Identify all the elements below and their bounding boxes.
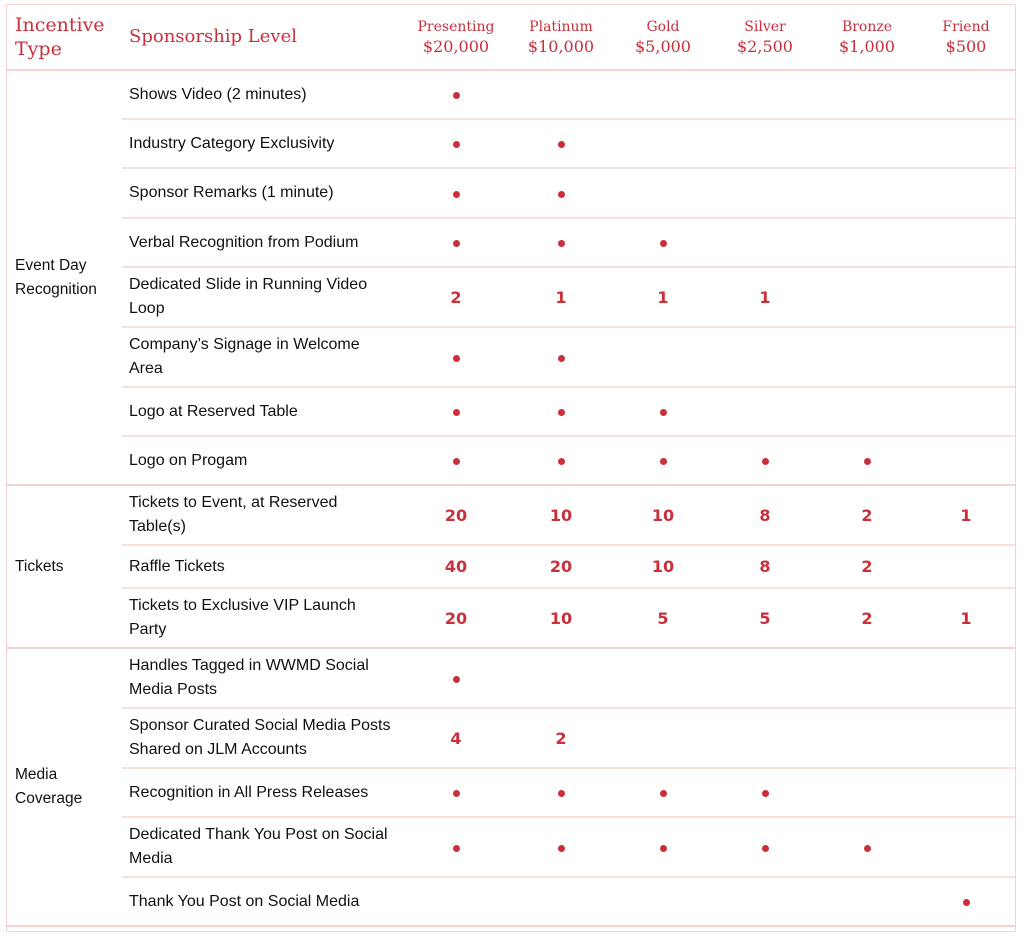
tier-price: $5,000 — [635, 36, 691, 56]
tier-name: Gold — [646, 18, 680, 35]
tier-price: $2,500 — [737, 36, 793, 56]
tier-name: Bronze — [841, 18, 893, 35]
quantity-cell: 1 — [916, 588, 1016, 648]
incentive-label: Tickets to Event, at Reserved Table(s) — [122, 485, 404, 545]
tier-name: Presenting — [417, 18, 495, 35]
incentive-label: Tickets to Exclusive VIP Launch Party — [122, 588, 404, 648]
incentive-category-label: Event Day Recognition — [15, 256, 97, 298]
tier-price: $10,000 — [527, 36, 595, 56]
quantity-cell: 8 — [712, 545, 818, 588]
tier-price: $500 — [945, 36, 987, 56]
quantity-cell: 20 — [404, 485, 508, 545]
incentive-label: Sponsor Curated Social Media Posts Shared on JLM Accounts — [122, 708, 404, 768]
quantity-cell: 1 — [712, 267, 818, 327]
quantity-cell: 2 — [404, 267, 508, 327]
quantity-cell: 2 — [818, 545, 916, 588]
quantity-cell: 4 — [404, 708, 508, 768]
tier-name: Silver — [744, 18, 786, 35]
quantity-cell: 2 — [508, 708, 614, 768]
quantity-cell: 1 — [916, 485, 1016, 545]
quantity-cell: 2 — [818, 485, 916, 545]
quantity-cell: 10 — [614, 485, 712, 545]
quantity-cell: 10 — [508, 485, 614, 545]
incentive-label: Dedicated Slide in Running Video Loop — [122, 267, 404, 327]
incentive-category-label: Media Coverage — [15, 766, 83, 807]
quantity-cell: 10 — [508, 588, 614, 648]
incentive-label: Logo at Reserved Table — [122, 387, 404, 436]
quantity-cell: 10 — [614, 545, 712, 588]
quantity-cell: 1 — [508, 267, 614, 327]
quantity-cell: 20 — [508, 545, 614, 588]
incentive-label: Logo on Progam — [122, 436, 404, 485]
incentive-type-header-text: Incentive Type — [15, 13, 105, 60]
tier-name: Friend — [942, 18, 990, 35]
incentive-label: Industry Category Exclusivity — [122, 119, 404, 168]
incentive-label: Dedicated Thank You Post on Social Media — [122, 817, 404, 877]
incentive-category-label: Tickets — [15, 557, 64, 575]
quantity-cell: 40 — [404, 545, 508, 588]
incentive-label: Company’s Signage in Welcome Area — [122, 327, 404, 387]
incentive-label: Raffle Tickets — [122, 545, 404, 588]
tier-price: $20,000 — [422, 36, 490, 56]
incentive-label: Thank You Post on Social Media — [122, 877, 404, 926]
incentive-label: Verbal Recognition from Podium — [122, 218, 404, 267]
incentive-label: Recognition in All Press Releases — [122, 768, 404, 817]
sponsorship-level-header: Sponsorship Level — [122, 4, 404, 70]
tier-name: Platinum — [529, 18, 593, 35]
incentive-label: Handles Tagged in WWMD Social Media Posts — [122, 648, 404, 708]
tier-price: $1,000 — [839, 36, 895, 56]
table-frame — [6, 4, 1016, 932]
quantity-cell: 20 — [404, 588, 508, 648]
quantity-cell: 8 — [712, 485, 818, 545]
incentive-label: Sponsor Remarks (1 minute) — [122, 168, 404, 218]
quantity-cell: 5 — [614, 588, 712, 648]
quantity-cell: 5 — [712, 588, 818, 648]
quantity-cell: 2 — [818, 588, 916, 648]
quantity-cell: 1 — [614, 267, 712, 327]
incentive-label: Shows Video (2 minutes) — [122, 70, 404, 119]
